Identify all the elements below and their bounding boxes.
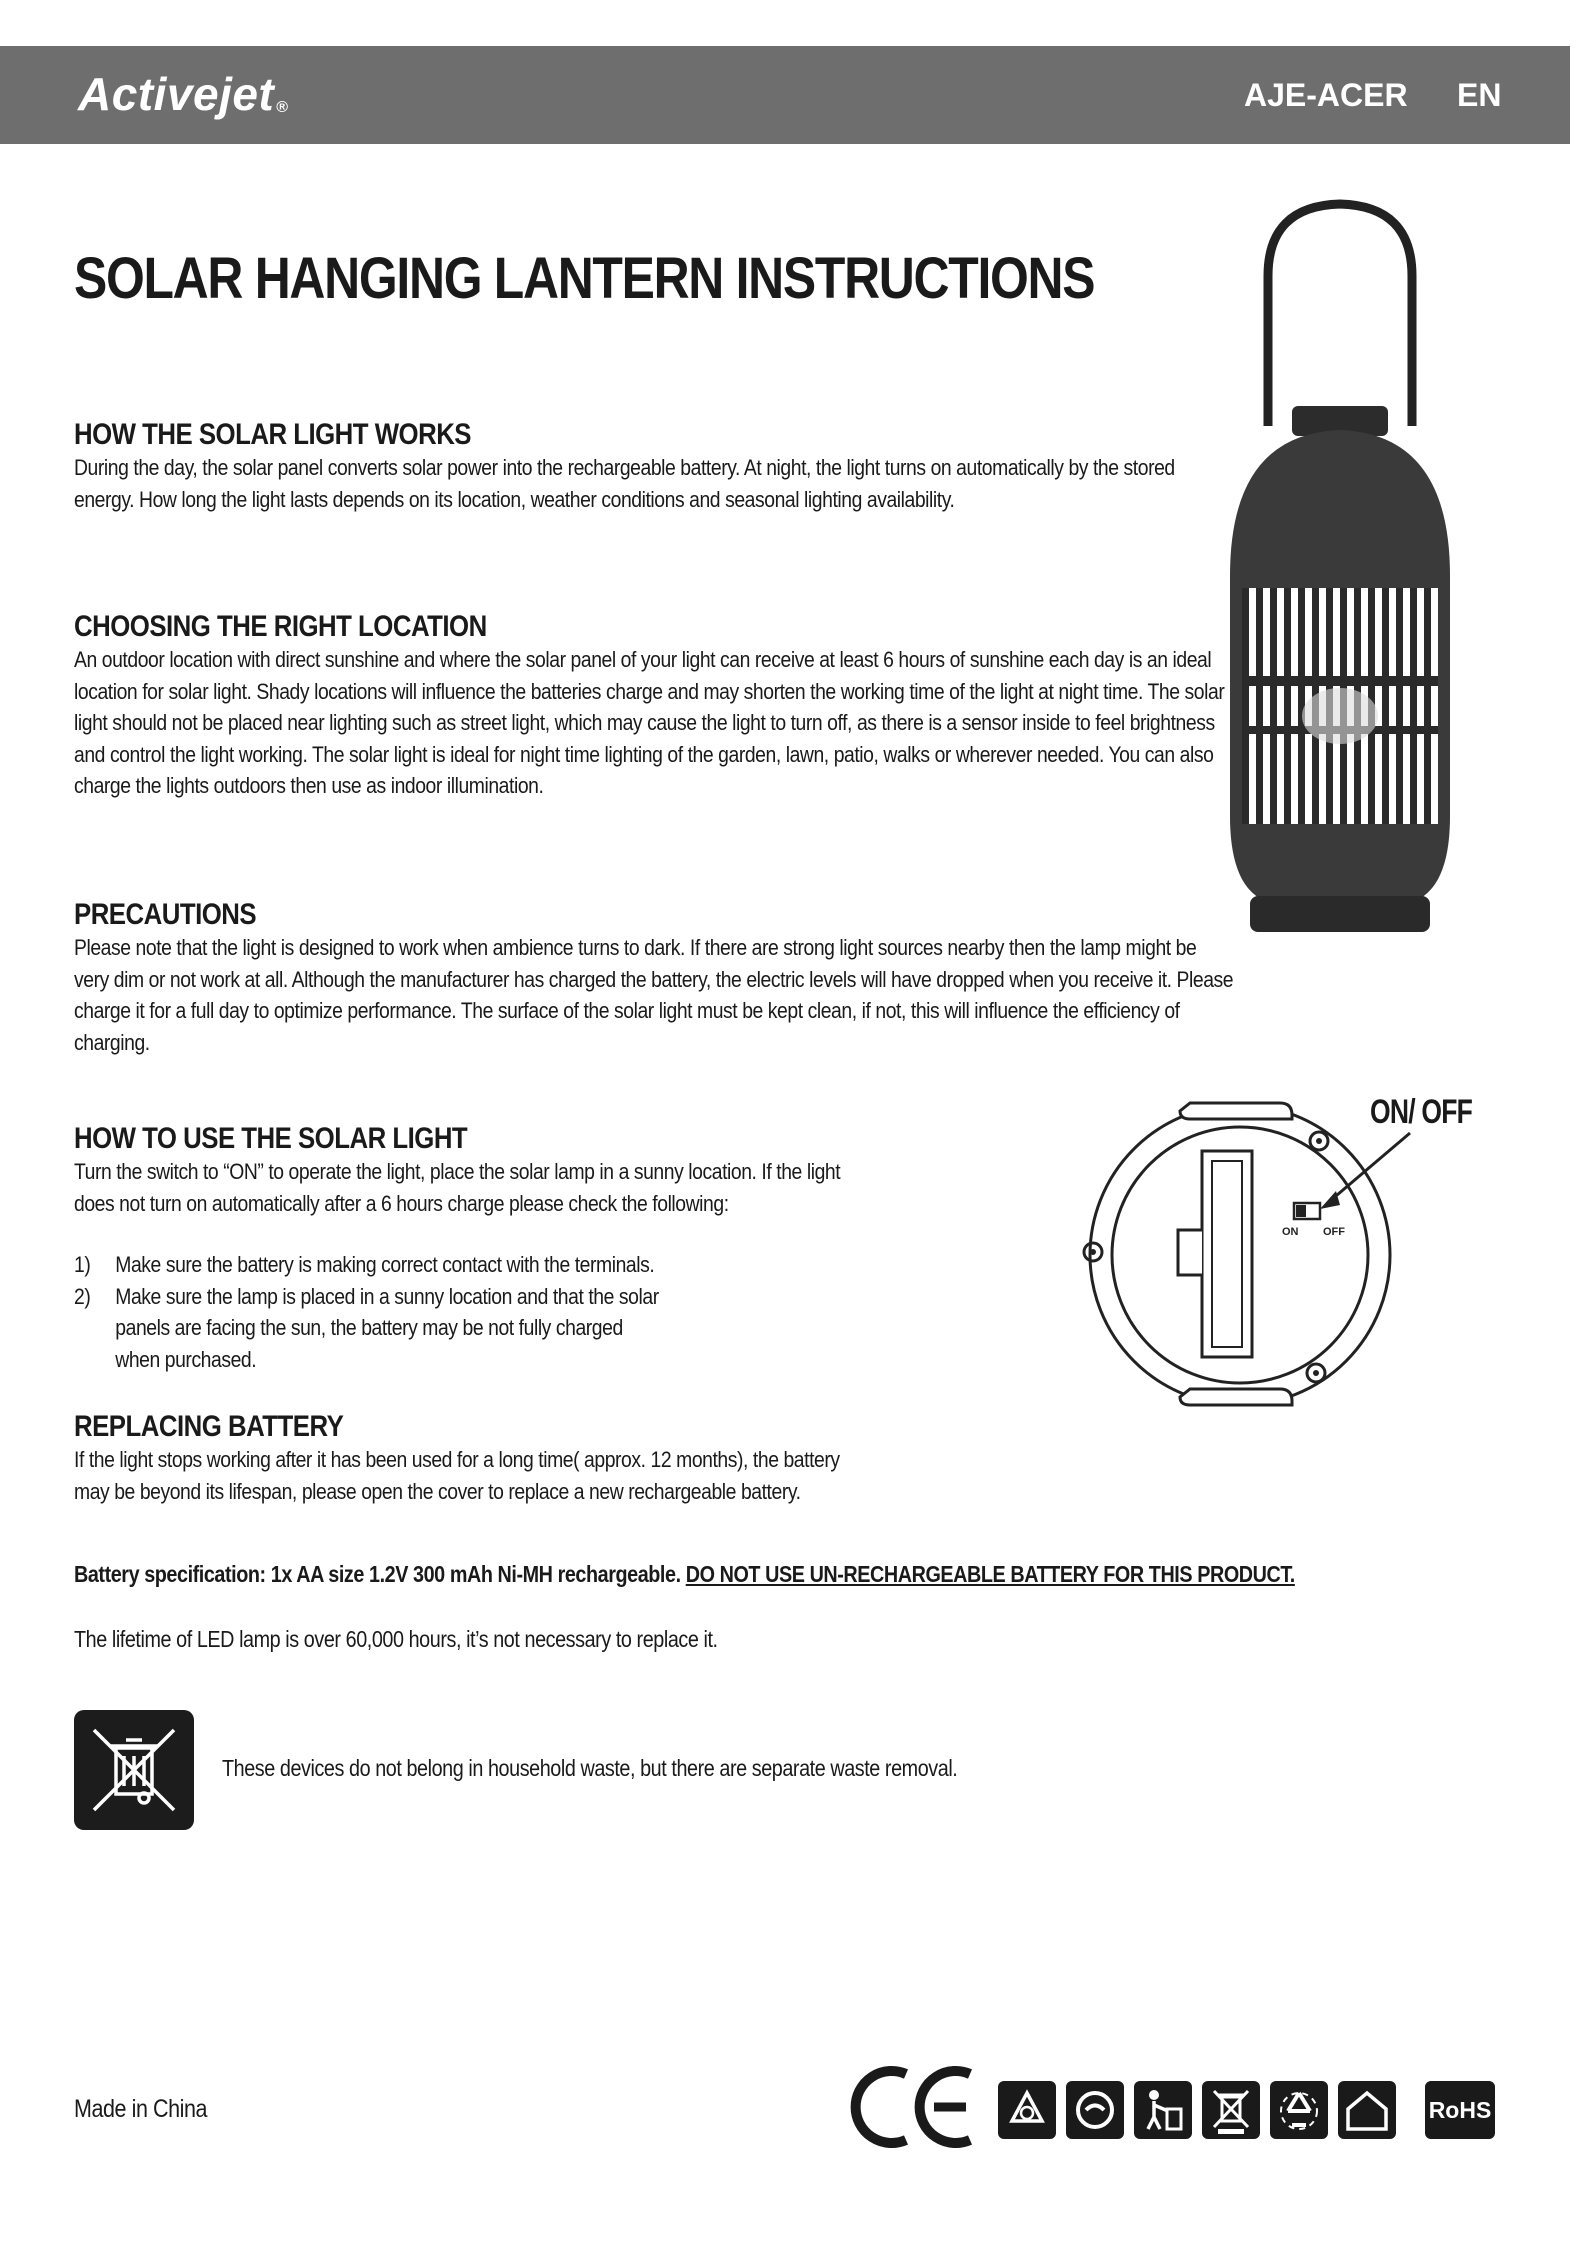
check-list bbox=[74, 1249, 934, 1375]
rohs-badge: RoHS bbox=[1425, 2081, 1495, 2139]
battery-specification bbox=[74, 1558, 1295, 1590]
language-code: EN bbox=[1457, 77, 1502, 113]
led-lifetime-note: The lifetime of LED lamp is over 60,000 hours, it’s not necessary to replace it. bbox=[74, 1626, 718, 1652]
list-item-text: Make sure the lamp is placed in a sunny location and that the solar panels are facing the sun, the battery may be not fully charged when purchased. bbox=[115, 1283, 659, 1372]
indoor-use-icon bbox=[1338, 2081, 1396, 2139]
section-body: During the day, the solar panel converts solar power into the rechargeable battery. At night, the light turns on automatically by the stored energy. How long the light lasts depends on its location, weather conditions and seasonal lighting availability. bbox=[74, 455, 1175, 512]
section-body: An outdoor location with direct sunshine and where the solar panel of your light can receive at least 6 hours of sunshine each day is an ideal location for solar light. Shady locations will influence the batteries charge and may shorten the working time of the light at night time. The solar light should not be placed near lighting such as street light, which may cause the light to turn off, as there is a sensor inside to feel brightness and control the light working. The solar light is ideal for night time lighting of the garden, lawn, patio, walks or wherever needed. You can also charge the lights outdoors then use as indoor illumination. bbox=[74, 647, 1225, 798]
section-heading: PRECAUTIONS bbox=[74, 898, 257, 931]
tidy-man-icon bbox=[1134, 2081, 1192, 2139]
switch-diagram bbox=[1070, 1085, 1420, 1425]
on-off-callout: ON/ OFF bbox=[1370, 1093, 1473, 1131]
section-heading: HOW THE SOLAR LIGHT WORKS bbox=[74, 418, 472, 451]
list-item bbox=[74, 1281, 666, 1376]
registered-mark: ® bbox=[276, 99, 289, 116]
crossed-bin-icon bbox=[1202, 2081, 1260, 2139]
section-replacing-battery bbox=[74, 1410, 974, 1507]
list-item-number: 1) bbox=[74, 1252, 91, 1277]
section-body: Please note that the light is designed to work when ambience turns to dark. If there are strong light sources nearby then the lamp might be very dim or not work at all. Although the manufacturer has charged the battery, the electric levels will have dropped when you receive it. Please charge it for a full day to optimize performance. The surface of the solar light must be kept clean, if not, this will influence the efficiency of charging. bbox=[74, 935, 1234, 1055]
recycle-symbol-icon bbox=[998, 2081, 1056, 2139]
battery-warning: DO NOT USE UN-RECHARGEABLE BATTERY FOR THIS PRODUCT. bbox=[685, 1561, 1295, 1587]
green-dot-icon bbox=[1066, 2081, 1124, 2139]
brand-logo bbox=[78, 66, 289, 136]
section-body: Turn the switch to “ON” to operate the light, place the solar lamp in a sunny location. If the light does not turn on automatically after a 6 hours charge please check the following: bbox=[74, 1159, 841, 1216]
brand-name: Activejet bbox=[78, 68, 275, 120]
battery-spec-text: Battery specification: 1x AA size 1.2V 300 mAh Ni-MH rechargeable. bbox=[74, 1561, 681, 1587]
switch-on-label: ON bbox=[1282, 1226, 1299, 1238]
section-how-to-use bbox=[74, 1122, 1074, 1375]
made-in-label: Made in China bbox=[74, 2095, 208, 2123]
ce-mark bbox=[850, 2062, 980, 2157]
list-item-number: 2) bbox=[74, 1283, 91, 1309]
section-heading: CHOOSING THE RIGHT LOCATION bbox=[74, 610, 487, 643]
model-code: AJE-ACER bbox=[1244, 77, 1408, 113]
section-heading: HOW TO USE THE SOLAR LIGHT bbox=[74, 1122, 468, 1155]
lantern-illustration bbox=[1190, 196, 1500, 1006]
section-heading: REPLACING BATTERY bbox=[74, 1410, 344, 1443]
switch-off-label: OFF bbox=[1323, 1226, 1345, 1238]
header-bar bbox=[0, 46, 1570, 144]
weee-notice: These devices do not belong in household waste, but there are separate waste removal. bbox=[222, 1755, 958, 1781]
list-item bbox=[74, 1249, 934, 1281]
page-title: SOLAR HANGING LANTERN INSTRUCTIONS bbox=[74, 246, 1095, 311]
section-body: If the light stops working after it has been used for a long time( approx. 12 months), the battery may be beyond its lifespan, please open the cover to replace a new rechargeable battery. bbox=[74, 1447, 840, 1504]
weee-bin-icon bbox=[74, 1710, 194, 1830]
list-item-text: Make sure the battery is making correct contact with the terminals. bbox=[115, 1252, 655, 1277]
mobius-loop-icon bbox=[1270, 2081, 1328, 2139]
